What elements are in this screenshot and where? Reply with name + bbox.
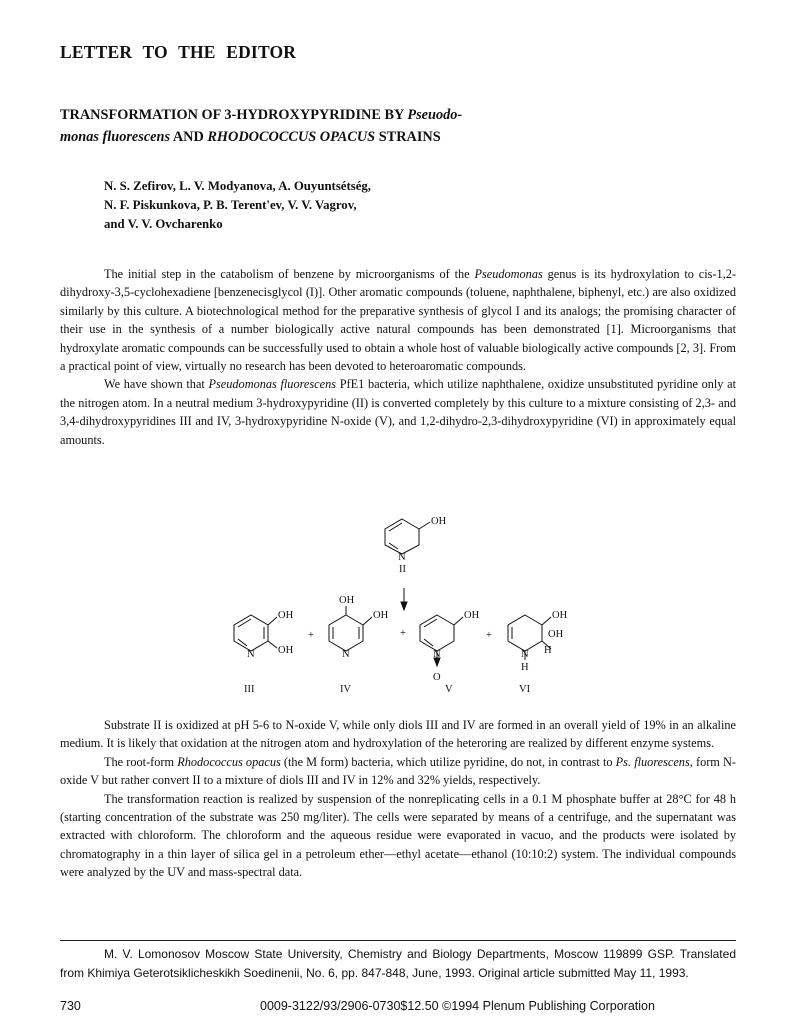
text-run: , form N-oxide V but rather convert II to a mixture of diols III and IV in 12% and 32% yields, respectively. — [60, 754, 736, 788]
label-n: N — [398, 552, 406, 563]
reaction-scheme — [0, 500, 796, 700]
intro-paragraph-1 — [60, 265, 736, 375]
label-oh: OH — [373, 610, 389, 621]
label-oh: OH — [464, 610, 480, 621]
text-run: PfE1 bacteria, which utilize naphthalene, oxidize unsubstituted pyridine only at the nitrogen atom. In a neutral medium 3-hydroxypyridine (II) is converted completely by this culture to a mixture consisting of 2,3- and 3,4-dihydroxypyridines III and IV, 3-hydroxypyridine N-oxide (V), and 1,2-dihydro-2,3-dihydroxypyridine (VI) in approximately equal amounts. — [60, 377, 736, 447]
compound-label-IV: IV — [340, 684, 352, 695]
author-line: and V. V. Ovcharenko — [104, 217, 223, 231]
compound-label-III: III — [244, 684, 255, 695]
compound-label-VI: VI — [519, 684, 531, 695]
label-n: N — [521, 649, 529, 660]
text-run: (the M form) bacteria, which utilize pyridine, do not, in contrast to — [280, 754, 616, 769]
text-run: The initial step in the catabolism of benzene by microorganisms of the — [104, 267, 475, 281]
footnote-divider — [60, 940, 736, 941]
results-paragraph-1: Substrate II is oxidized at pH 5-6 to N-oxide V, while only diols III and IV are formed in an overall yield of 19% in an alkaline medium. It is likely that oxidation at the nitrogen atom and hydroxylation of the heteroring are realized by different enzyme systems. — [60, 718, 736, 751]
label-oh: OH — [431, 516, 447, 527]
label-n: N — [342, 649, 350, 660]
label-oh: OH — [548, 629, 564, 640]
label-oh: OH — [339, 595, 355, 606]
label-h: H — [521, 662, 529, 673]
intro-paragraph-2 — [60, 375, 736, 449]
footnote — [60, 945, 736, 983]
article-title — [60, 104, 500, 148]
section-heading: LETTER TO THE EDITOR — [60, 42, 297, 62]
title-part-1: TRANSFORMATION OF 3-HYDROXYPYRIDINE BY — [60, 107, 408, 123]
results-paragraph-2 — [60, 753, 736, 790]
label-oh: OH — [278, 610, 294, 621]
label-n: N — [433, 649, 441, 660]
plus-sign: + — [486, 630, 492, 641]
plus-sign: + — [308, 630, 314, 641]
label-oh: OH — [552, 610, 568, 621]
label-n: N — [247, 649, 255, 660]
results-paragraph-3: The transformation reaction is realized by suspension of the nonreplicating cells in a 0.1 M phosphate buffer at 28°C for 48 h (starting concentration of the substrate was 250 mg/liter). The cells were separated by means of a centrifuge, and the supernatant was extracted with chloroform. The chloroform and the aqueous residue were evaporated in vacuo, and the products were isolated by chromatography in a thin layer of silica gel in a petroleum ether—ethyl acetate—ethanol (10:10:2) system. The individual compounds were analyzed by the UV and mass-spectral data. — [60, 791, 736, 880]
genus-name: Pseudomonas — [474, 267, 543, 281]
title-part-2: AND — [170, 129, 208, 145]
label-oh: OH — [278, 645, 294, 656]
results-section — [60, 716, 736, 882]
text-run: We have shown that — [104, 377, 209, 392]
text-run: The root-form — [104, 754, 178, 769]
author-list — [104, 177, 524, 234]
species-name: Pseudomonas fluorescens — [208, 377, 337, 392]
page-number: 730 — [60, 999, 81, 1013]
author-line: N. F. Piskunkova, P. B. Terent'ev, V. V. Vagrov, — [104, 198, 357, 212]
compound-label-II: II — [399, 564, 406, 575]
plus-sign: + — [400, 628, 406, 639]
title-italic-2: monas fluorescens — [60, 129, 171, 145]
label-h: H — [544, 645, 552, 656]
intro-section — [60, 265, 736, 449]
author-line: N. S. Zefirov, L. V. Modyanova, A. Ouyuntsétség, — [104, 179, 371, 193]
species-name: Rhodococcus opacus — [177, 754, 281, 769]
species-name: Ps. fluorescens — [615, 754, 690, 769]
footnote-text: M. V. Lomonosov Moscow State University, Chemistry and Biology Departments, Moscow 119899 GSP. Translated from Khimiya Geterotsiklicheskikh Soedinenii, No. 6, pp. 847-848, June, 1993. Original article submitted May 11, 1993. — [60, 947, 736, 980]
label-o: O — [433, 672, 441, 683]
scheme-bonds — [234, 519, 551, 666]
text-run: genus is its hydroxylation to cis-1,2-dihydroxy-3,5-cyclohexadiene [benzenecisglycol (I)]. Other aromatic compounds (toluene, naphthalene, biphenyl, etc.) are also oxidized similarly by this culture. A biotechnological method for the preparative synthesis of glycol I and its analogs; the promising character of their use in the synthesis of a number biologically active natural compounds has been demonstrated [1]. Microorganisms that hydroxylate aromatic compounds can be successfully used to obtain a whole host of valuable biologically active compounds [2, 3]. From a practical point of view, virtually no research has been devoted to heteroaromatic compounds. — [60, 267, 736, 374]
publisher-line: 0009-3122/93/2906-0730$12.50 ©1994 Plenum Publishing Corporation — [260, 999, 655, 1013]
title-part-3: STRAINS — [375, 129, 441, 145]
compound-label-V: V — [445, 684, 453, 695]
title-italic-3: RHODOCOCCUS OPACUS — [207, 129, 376, 145]
title-italic-1: Pseuodo- — [407, 107, 463, 123]
